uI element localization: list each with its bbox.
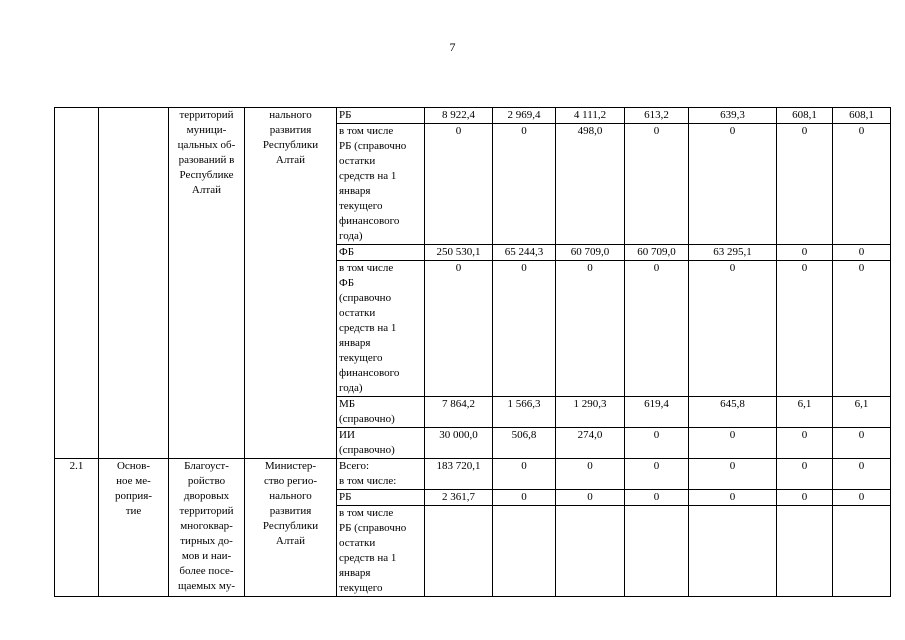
value-cell: 0: [493, 459, 556, 490]
event-name-line: Благоуст-: [184, 460, 229, 472]
source-line: (справочно): [339, 413, 395, 425]
source-line: января: [339, 337, 371, 349]
value-cell: [556, 506, 625, 597]
value-cell: 0: [556, 459, 625, 490]
number-cell: 2.1: [55, 459, 99, 597]
source-line: в том числе: [339, 125, 394, 137]
table-row: [55, 459, 891, 490]
value-cell: 645,8: [689, 397, 777, 428]
value-cell: 639,3: [689, 108, 777, 124]
value-cell: 0: [556, 490, 625, 506]
source-line: текущего: [339, 352, 383, 364]
source-cell: [337, 490, 425, 506]
source-line: января: [339, 567, 371, 579]
value-cell: 0: [425, 124, 493, 245]
value-cell: 8 922,4: [425, 108, 493, 124]
source-line: ФБ: [339, 277, 355, 289]
value-cell: 0: [777, 490, 833, 506]
executor-line: Республики: [262, 520, 319, 532]
source-line: финансового: [339, 215, 400, 227]
value-cell: 0: [556, 261, 625, 397]
table-body: [55, 108, 891, 597]
value-cell: 0: [689, 261, 777, 397]
source-line: в том числе:: [339, 475, 397, 487]
executor-cell: [245, 459, 337, 597]
executor-line: Алтай: [275, 154, 306, 166]
executor-line: нального: [269, 490, 312, 502]
event-type-line: Основ-: [116, 460, 151, 472]
value-cell: 608,1: [777, 108, 833, 124]
source-line: средств на 1: [339, 552, 397, 564]
value-cell: 498,0: [556, 124, 625, 245]
source-line: МБ: [339, 398, 356, 410]
source-line: средств на 1: [339, 322, 397, 334]
value-cell: 0: [777, 245, 833, 261]
value-cell: 6,1: [833, 397, 891, 428]
value-cell: 0: [777, 459, 833, 490]
event-type-line: тие: [125, 505, 142, 517]
value-cell: 0: [493, 124, 556, 245]
event-name-line: мов и наи-: [181, 550, 232, 562]
event-name-line: разований в: [178, 154, 235, 166]
value-cell: 0: [625, 428, 689, 459]
value-cell: 0: [777, 124, 833, 245]
value-cell: 0: [689, 490, 777, 506]
event-type-cell: [99, 459, 169, 597]
source-line: РБ (справочно: [339, 140, 407, 152]
event-name-line: цальных об-: [177, 139, 236, 151]
value-cell: [777, 506, 833, 597]
value-cell: 4 111,2: [556, 108, 625, 124]
source-cell: [337, 124, 425, 245]
event-name-line: более посе-: [179, 565, 234, 577]
value-cell: 0: [777, 428, 833, 459]
source-cell: [337, 245, 425, 261]
value-cell: 2 969,4: [493, 108, 556, 124]
value-cell: 0: [689, 124, 777, 245]
value-cell: 63 295,1: [689, 245, 777, 261]
value-cell: 0: [625, 124, 689, 245]
event-name-line: Республике: [179, 169, 234, 181]
value-cell: 0: [425, 261, 493, 397]
executor-line: развития: [269, 124, 312, 136]
executor-line: Республики: [262, 139, 319, 151]
event-name-line: территорий: [179, 109, 234, 121]
source-line: Всего:: [339, 460, 370, 472]
value-cell: 274,0: [556, 428, 625, 459]
value-cell: [425, 506, 493, 597]
source-line: (справочно: [339, 292, 392, 304]
source-cell: [337, 261, 425, 397]
event-name-line: Алтай: [191, 184, 222, 196]
value-cell: 0: [833, 245, 891, 261]
value-cell: 0: [493, 261, 556, 397]
value-cell: 30 000,0: [425, 428, 493, 459]
value-cell: 183 720,1: [425, 459, 493, 490]
event-name-cell: [169, 108, 245, 459]
value-cell: 2 361,7: [425, 490, 493, 506]
page-number: 7: [449, 40, 456, 54]
executor-line: развития: [269, 505, 312, 517]
value-cell: 0: [833, 459, 891, 490]
value-cell: 60 709,0: [556, 245, 625, 261]
source-line: РБ: [339, 491, 352, 503]
value-cell: 250 530,1: [425, 245, 493, 261]
source-line: остатки: [339, 307, 376, 319]
value-cell: 0: [625, 490, 689, 506]
source-line: января: [339, 185, 371, 197]
value-cell: 0: [689, 459, 777, 490]
executor-cell: [245, 108, 337, 459]
source-line: средств на 1: [339, 170, 397, 182]
value-cell: 506,8: [493, 428, 556, 459]
source-line: года): [339, 382, 363, 394]
executor-line: Министер-: [264, 460, 317, 472]
source-line: ИИ: [339, 429, 355, 441]
source-line: остатки: [339, 537, 376, 549]
value-cell: 6,1: [777, 397, 833, 428]
source-cell: [337, 108, 425, 124]
source-line: текущего: [339, 582, 383, 594]
executor-line: ство регио-: [263, 475, 317, 487]
source-line: РБ (справочно: [339, 522, 407, 534]
source-cell: [337, 459, 425, 490]
value-cell: 65 244,3: [493, 245, 556, 261]
value-cell: 0: [833, 124, 891, 245]
value-cell: 613,2: [625, 108, 689, 124]
value-cell: 0: [833, 428, 891, 459]
number-cell: [55, 108, 99, 459]
value-cell: 0: [625, 261, 689, 397]
value-cell: 1 566,3: [493, 397, 556, 428]
source-cell: [337, 506, 425, 597]
event-type-line: ное ме-: [116, 475, 151, 487]
event-name-line: ройство: [187, 475, 226, 487]
event-name-line: щаемых му-: [178, 580, 235, 592]
value-cell: 60 709,0: [625, 245, 689, 261]
event-name-line: территорий: [179, 505, 234, 517]
source-line: ФБ: [339, 246, 355, 258]
source-line: РБ: [339, 109, 352, 121]
value-cell: 619,4: [625, 397, 689, 428]
value-cell: 7 864,2: [425, 397, 493, 428]
value-cell: [625, 506, 689, 597]
event-name-line: дворовых: [183, 490, 230, 502]
source-cell: [337, 428, 425, 459]
source-cell: [337, 397, 425, 428]
value-cell: [493, 506, 556, 597]
value-cell: [689, 506, 777, 597]
event-type-line: роприя-: [115, 490, 152, 502]
source-line: в том числе: [339, 262, 394, 274]
value-cell: 0: [493, 490, 556, 506]
value-cell: 608,1: [833, 108, 891, 124]
source-line: (справочно): [339, 444, 395, 456]
value-cell: [833, 506, 891, 597]
table-row: [55, 108, 891, 124]
value-cell: 1 290,3: [556, 397, 625, 428]
value-cell: 0: [833, 261, 891, 397]
event-name-line: многоквар-: [180, 520, 233, 532]
event-name-line: тирных до-: [180, 535, 233, 547]
event-name-cell: [169, 459, 245, 597]
event-name-line: муници-: [186, 124, 227, 136]
executor-line: Алтай: [275, 535, 306, 547]
source-line: текущего: [339, 200, 383, 212]
value-cell: 0: [833, 490, 891, 506]
value-cell: 0: [689, 428, 777, 459]
budget-table: [54, 107, 891, 597]
source-line: года): [339, 230, 363, 242]
source-line: финансового: [339, 367, 400, 379]
value-cell: 0: [777, 261, 833, 397]
value-cell: 0: [625, 459, 689, 490]
source-line: остатки: [339, 155, 376, 167]
event-type-cell: [99, 108, 169, 459]
executor-line: нального: [269, 109, 312, 121]
source-line: в том числе: [339, 507, 394, 519]
